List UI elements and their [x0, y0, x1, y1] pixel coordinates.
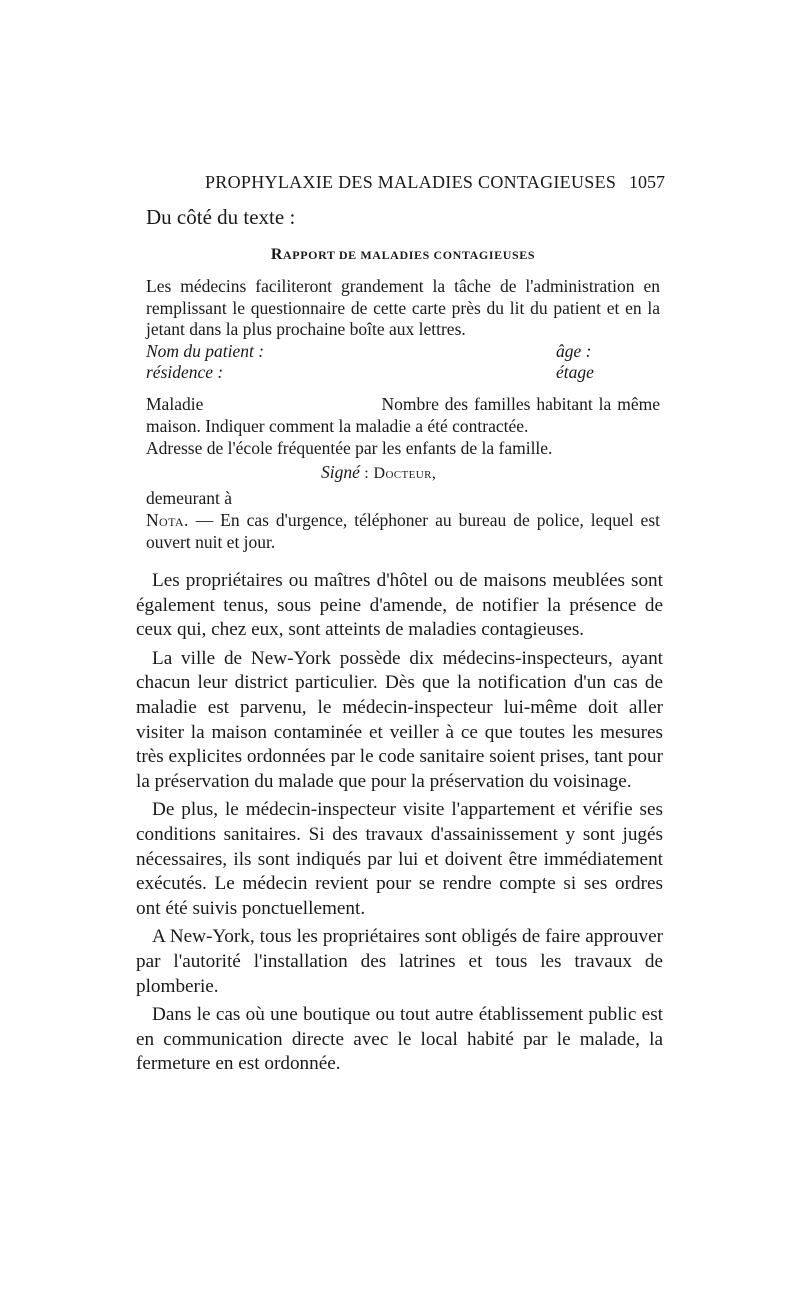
paragraph-new-york-inspectors: La ville de New-York possède dix médecins-inspecteurs, ayant chacun leur district particulier. Dès que la notification d'un cas de maladie est parvenu, le médecin-inspecteur lui-même doit aller visiter la maison contaminée et veiller à ce que toutes les mesures très explicites ordonnées par le code sanitaire soient prises, tant pour la préservation du malade que pour la préservation du voisinage. [136, 647, 663, 792]
paragraph-owners: Les propriétaires ou maîtres d'hôtel ou de maisons meublées sont également tenus, sous peine d'amende, de notifier la présence de ceux qui, chez eux, sont atteints de maladies contagieuses. [136, 570, 663, 641]
paragraph-plumbing: A New-York, tous les propriétaires sont obligés de faire approuver par l'autorité l'installation des latrines et tous les travaux de plomberie. [136, 926, 663, 997]
report-title-rest: APPORT DE MALADIES CONTAGIEUSES [283, 248, 536, 262]
page-number: 1057 [629, 172, 665, 192]
patient-name-label: Nom du patient : [146, 340, 265, 361]
residing-line: demeurant à [146, 487, 232, 508]
paragraph-apartment-visit: De plus, le médecin-inspecteur visite l'appartement et vérifie ses conditions sanitaires. Si des travaux d'assainissement y sont jugés nécessaires, ils sont indiqués par lui et doivent être immédiatement exécutés. Le médecin revient pour se rendre compte si ses ordres ont été suivis ponctuellement. [136, 799, 663, 919]
age-label: âge : [556, 340, 592, 361]
residence-label: résidence : [146, 361, 224, 382]
nota-text: — En cas d'urgence, téléphoner au bureau de police, lequel est ouvert nuit et jour. [146, 509, 660, 552]
report-title-initial: R [270, 246, 284, 263]
floor-label: étage [556, 361, 594, 382]
field-row-name-age [146, 341, 660, 362]
body-text [136, 569, 663, 1081]
page-header [205, 172, 665, 198]
signed-label: Signé [321, 461, 360, 482]
report-card [146, 246, 665, 553]
nota-label: Nota. [146, 509, 189, 530]
paragraph-shop-closure: Dans le cas où une boutique ou tout autre établissement public est en communication directe avec le local habité par le malade, la fermeture en est ordonnée. [136, 1004, 663, 1075]
disease-line: Maladie Nombre des familles habitant la même maison. Indiquer comment la maladie a été contractée. [146, 393, 665, 436]
running-title: PROPHYLAXIE DES MALADIES CONTAGIEUSES [205, 172, 617, 192]
lead-text: Du côté du texte : [146, 205, 296, 229]
signed-value: : Docteur, [364, 464, 437, 482]
report-intro: Les médecins faciliteront grandement la tâche de l'administration en remplissant le questionnaire de cette carte près du lit du patient et en la jetant dans la plus prochaine boîte aux lettres. [146, 276, 660, 339]
report-title [146, 246, 660, 264]
nota-paragraph [146, 509, 660, 553]
signature-line [146, 459, 660, 487]
field-row-residence-floor [146, 362, 660, 383]
school-line: Adresse de l'école fréquentée par les enfants de la famille. [146, 437, 553, 458]
